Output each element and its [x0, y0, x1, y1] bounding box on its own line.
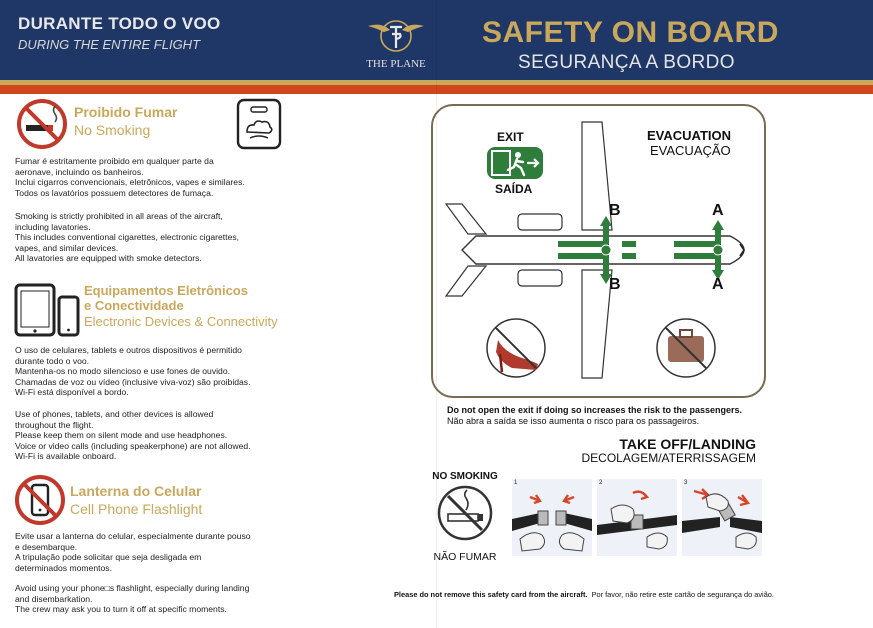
seatbelt-tighten-icon: [597, 479, 677, 556]
footer-en: Please do not remove this safety card from the aircraft.: [394, 590, 588, 599]
devices-title-1: Equipamentos Eletrônicos: [84, 283, 248, 298]
flashlight-text-pt: [15, 531, 287, 573]
text-line: Evite usar a lanterna do celular, especialmente durante pouso: [15, 531, 251, 541]
takeoff-subtitle: DECOLAGEM/ATERRISSAGEM: [581, 451, 756, 465]
exit-warning-en: Do not open the exit if doing so increases the risk to the passengers.: [447, 405, 743, 415]
no-baggage-icon: [657, 319, 715, 377]
text-line: and disembarkation.: [15, 593, 93, 604]
seatbelt-step-1: [512, 479, 592, 556]
seatbelt-step-3: [682, 479, 762, 556]
door-b-upper: B: [609, 202, 621, 219]
text-line: Voice or video calls (including speakerphone) are not allowed.: [15, 440, 251, 451]
smoking-text-en: [15, 211, 287, 264]
step-number: 3: [684, 480, 688, 486]
takeoff-title: TAKE OFF/LANDING: [619, 436, 756, 452]
smoking-text-pt: [15, 156, 287, 198]
step-number: 2: [599, 480, 603, 486]
evacuation-subtitle: EVACUAÇÃO: [650, 143, 731, 158]
no-smoking-sign-icon: [436, 484, 494, 542]
flashlight-subtitle: Cell Phone Flashlight: [70, 501, 203, 517]
devices-text-pt: [15, 345, 287, 398]
text-line: Todos os lavatórios possuem detectores de fumaça.: [15, 187, 214, 198]
smoke-detector-icon: [236, 98, 282, 150]
airline-logo: [364, 12, 428, 72]
door-b-lower: B: [609, 276, 621, 293]
text-line: Inclui cigarros convencionais, eletrônicos, vapes e similares.: [15, 177, 245, 188]
devices-subtitle: Electronic Devices & Connectivity: [84, 314, 278, 329]
text-line: Use of phones, tablets, and other devices is allowed: [15, 409, 214, 419]
header-right-title: SAFETY ON BOARD: [482, 16, 779, 49]
footer-pt: Por favor, não retire este cartão de segurança do avião.: [591, 590, 774, 599]
aircraft-diagram: [440, 118, 760, 390]
seatbelt-release-icon: [682, 479, 762, 556]
door-a-upper: A: [712, 202, 724, 219]
text-line: Fumar é estritamente proibido em qualquer parte da: [15, 156, 214, 166]
nao-fumar-label: NÃO FUMAR: [433, 551, 497, 563]
devices-icon: [14, 283, 82, 337]
logo-text: THE PLANE: [366, 58, 426, 70]
exit-label: EXIT: [497, 130, 524, 144]
evacuation-title: EVACUATION: [647, 128, 732, 143]
saida-label: SAÍDA: [495, 182, 533, 196]
upper-wing: [582, 122, 612, 230]
text-line: e desembarque.: [15, 541, 78, 552]
no-smoking-label: NO SMOKING: [432, 471, 498, 482]
no-flashlight-icon: [14, 474, 66, 526]
text-line: The crew may ask you to turn it off at specific moments.: [15, 604, 227, 615]
text-line: All lavatories are equipped with smoke detectors.: [15, 253, 202, 264]
header-left-title: DURANTE TODO O VOO: [18, 14, 221, 33]
no-smoking-icon: [16, 98, 68, 150]
text-line: including lavatories.: [15, 221, 91, 232]
no-high-heels-icon: [487, 319, 545, 377]
text-line: A tripulação pode solicitar que seja desligada em: [15, 552, 202, 563]
smoking-title: Proibido Fumar: [74, 104, 178, 120]
smoking-subtitle: No Smoking: [74, 122, 151, 138]
header-left-subtitle: DURING THE ENTIRE FLIGHT: [18, 37, 201, 52]
text-line: This includes conventional cigarettes, electronic cigarettes,: [15, 232, 240, 243]
header-right-subtitle: SEGURANÇA A BORDO: [518, 52, 735, 73]
text-line: Mantenha-os no modo silencioso e use fones de ouvido.: [15, 366, 230, 377]
wings-logo-icon: [364, 12, 428, 58]
seatbelt-step-2: [597, 479, 677, 556]
seatbelt-fasten-icon: [512, 479, 592, 556]
door-a-lower: A: [712, 276, 724, 293]
step-number: 1: [514, 480, 518, 486]
lower-wing: [582, 270, 612, 378]
text-line: aeronave, incluindo os banheiros.: [15, 166, 144, 177]
text-line: Smoking is strictly prohibited in all areas of the aircraft,: [15, 211, 223, 221]
devices-text-en: [15, 409, 287, 462]
exit-warning-pt: Não abra a saída se isso aumenta o risco para os passageiros.: [447, 416, 700, 426]
text-line: Avoid using your phone□s flashlight, especially during landing: [15, 583, 250, 593]
text-line: vapes, and similar devices.: [15, 242, 119, 253]
text-line: throughout the flight.: [15, 419, 94, 430]
devices-title-2: e Conectividade: [84, 298, 184, 313]
footer-note: [394, 590, 834, 599]
text-line: Wi-Fi is available onboard.: [15, 451, 117, 462]
text-line: Wi-Fi está disponível a bordo.: [15, 387, 129, 398]
text-line: Please keep them on silent mode and use headphones.: [15, 430, 228, 441]
text-line: O uso de celulares, tablets e outros dispositivos é permitido: [15, 345, 242, 355]
text-line: Chamadas de voz ou vídeo (inclusive viva-voz) são proibidas.: [15, 376, 251, 387]
text-line: determinados momentos.: [15, 562, 112, 573]
text-line: durante todo o voo.: [15, 355, 90, 366]
flashlight-text-en: [15, 583, 287, 615]
flashlight-title: Lanterna do Celular: [70, 483, 202, 499]
